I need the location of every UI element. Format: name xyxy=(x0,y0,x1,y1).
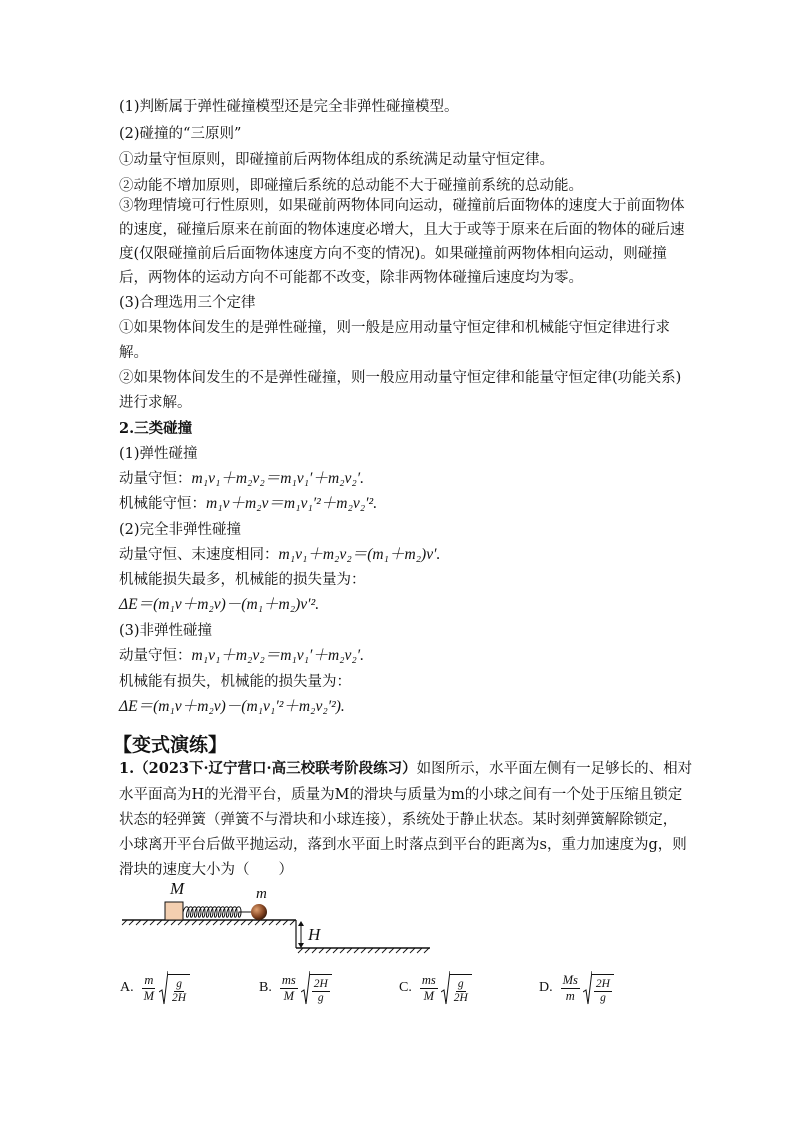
physics-diagram xyxy=(118,872,438,956)
text-line: ②动能不增加原则，即碰撞后系统的总动能不大于碰撞前系统的总动能。 xyxy=(119,178,583,194)
ball xyxy=(251,904,267,920)
formula: ΔE＝(m₁v＋m₂v)－(m₁v₁′²＋m₂v₂′²). xyxy=(119,698,345,715)
formula: m₁v₁＋m₂v₂＝m₁v₁′＋m₂v₂′. xyxy=(191,647,365,664)
numerator: 2H xyxy=(595,977,610,990)
question-line xyxy=(119,759,692,779)
option-letter: B. xyxy=(259,980,272,995)
fraction xyxy=(420,973,438,1004)
formula-line xyxy=(119,545,440,565)
radical-sign-icon xyxy=(583,970,592,1006)
text-line: 解。 xyxy=(119,345,148,361)
option-letter: D. xyxy=(539,980,553,995)
fraction xyxy=(312,978,330,1005)
text-line: 机械能有损失，机械能的损失量为： xyxy=(119,674,351,690)
fraction xyxy=(170,978,188,1005)
text-line: 的速度，碰撞后原来在前面的物体速度必增大，且大于或等于原来在后面的物体的碰后速 xyxy=(119,222,685,238)
denominator: m xyxy=(565,988,575,1003)
label-M: M xyxy=(170,879,185,898)
label-m: m xyxy=(256,886,267,902)
numerator: g xyxy=(457,977,464,990)
text-line: ①如果物体间发生的是弹性碰撞，则一般是应用动量守恒定律和机械能守恒定律进行求 xyxy=(119,320,670,336)
denominator: 2H xyxy=(453,991,468,1004)
slider-block xyxy=(165,902,183,920)
fraction xyxy=(142,973,156,1004)
height-arrow-bottom xyxy=(298,943,304,948)
fraction xyxy=(594,978,612,1005)
square-root xyxy=(301,970,332,1006)
question-line: 状态的轻弹簧（弹簧不与滑块和小球连接），系统处于静止状态。某时刻弹簧解除锁定， xyxy=(119,812,678,828)
option-a[interactable] xyxy=(120,968,190,1008)
denominator: g xyxy=(600,991,606,1004)
ground-hatching xyxy=(298,948,429,953)
question-line: 小球离开平台后做平抛运动，落到水平面上时落点到平台的距离为s，重力加速度为g，则 xyxy=(119,837,687,853)
question-source: （2023下·辽宁营口·高三校联考阶段练习） xyxy=(134,760,417,777)
numerator: g xyxy=(176,977,182,990)
text-line: ②如果物体间发生的不是弹性碰撞，则一般应用动量守恒定律和能量守恒定律(功能关系) xyxy=(119,370,682,386)
radical-sign-icon xyxy=(159,970,168,1006)
text-line: 机械能损失最多，机械能的损失量为： xyxy=(119,572,366,588)
denominator: M xyxy=(423,988,434,1003)
text-line: ①动量守恒原则，即碰撞前后两物体组成的系统满足动量守恒定律。 xyxy=(119,152,554,168)
text-line: ③物理情境可行性原则，如果碰前两物体同向运动，碰撞前后面物体的速度大于前面物体 xyxy=(119,198,685,214)
radical-sign-icon xyxy=(301,970,310,1006)
option-c[interactable] xyxy=(399,968,472,1008)
formula-label: 机械能守恒： xyxy=(119,496,206,512)
formula-line xyxy=(119,646,364,666)
formula-label: 动量守恒、末速度相同： xyxy=(119,547,279,563)
option-b[interactable] xyxy=(259,968,332,1008)
formula-line xyxy=(119,494,377,514)
numerator: 2H xyxy=(313,977,328,990)
formula: m₁v＋m₂v＝m₁v₁′²＋m₂v₂′². xyxy=(206,495,378,512)
question-text: 如图所示，水平面左侧有一足够长的、相对 xyxy=(416,761,693,777)
subheading: 2.三类碰撞 xyxy=(119,420,193,437)
option-d[interactable] xyxy=(539,968,614,1008)
section-heading: 【变式演练】 xyxy=(113,734,228,756)
question-line: 水平面高为H的光滑平台，质量为M的滑块与质量为m的小球之间有一个处于压缩且锁定 xyxy=(119,787,683,803)
square-root xyxy=(583,970,614,1006)
formula: m₁v₁＋m₂v₂＝(m₁＋m₂)v′. xyxy=(278,546,441,563)
formula: ΔE＝(m₁v＋m₂v)－(m₁＋m₂)v′². xyxy=(119,596,320,613)
text-line: (2)碰撞的“三原则” xyxy=(119,126,242,142)
formula-label: 动量守恒： xyxy=(119,648,192,664)
spring xyxy=(183,907,251,918)
numerator: Ms xyxy=(562,972,578,987)
numerator: m xyxy=(144,972,154,987)
formula: m₁v₁＋m₂v₂＝m₁v₁′＋m₂v₂′. xyxy=(191,470,365,487)
denominator: g xyxy=(317,991,324,1004)
denominator: M xyxy=(283,988,294,1003)
fraction xyxy=(280,973,298,1004)
text-line: (2)完全非弹性碰撞 xyxy=(119,522,242,538)
option-letter: C. xyxy=(399,980,412,995)
option-letter: A. xyxy=(120,980,134,995)
formula-line xyxy=(119,469,364,489)
question-line: 滑块的速度大小为（ ） xyxy=(119,862,293,878)
fraction xyxy=(452,978,470,1005)
text-line: (1)判断属于弹性碰撞模型还是完全非弹性碰撞模型。 xyxy=(119,99,459,115)
label-H: H xyxy=(308,925,321,944)
square-root xyxy=(441,970,472,1006)
text-line: 后，两物体的运动方向不可能都不改变，除非两物体碰撞后速度均为零。 xyxy=(119,270,583,286)
numerator: ms xyxy=(421,972,436,987)
question-number: 1. xyxy=(119,760,135,777)
formula-label: 动量守恒： xyxy=(119,471,192,487)
text-line: (3)非弹性碰撞 xyxy=(119,623,213,639)
numerator: ms xyxy=(281,972,296,987)
text-line: 进行求解。 xyxy=(119,395,192,411)
formula-line xyxy=(119,595,319,615)
fraction xyxy=(561,973,580,1004)
text-line: 度(仅限碰撞前后后面物体速度方向不变的情况)。如果碰撞前两物体相向运动，则碰撞 xyxy=(119,246,667,262)
formula-line xyxy=(119,697,345,717)
text-line: (1)弹性碰撞 xyxy=(119,446,198,462)
denominator: M xyxy=(143,988,155,1003)
height-arrow-top xyxy=(298,921,304,926)
radical-sign-icon xyxy=(441,970,450,1006)
platform-hatching xyxy=(122,920,295,925)
square-root xyxy=(159,970,190,1006)
text-line: (3)合理选用三个定律 xyxy=(119,295,256,311)
denominator: 2H xyxy=(172,991,187,1004)
